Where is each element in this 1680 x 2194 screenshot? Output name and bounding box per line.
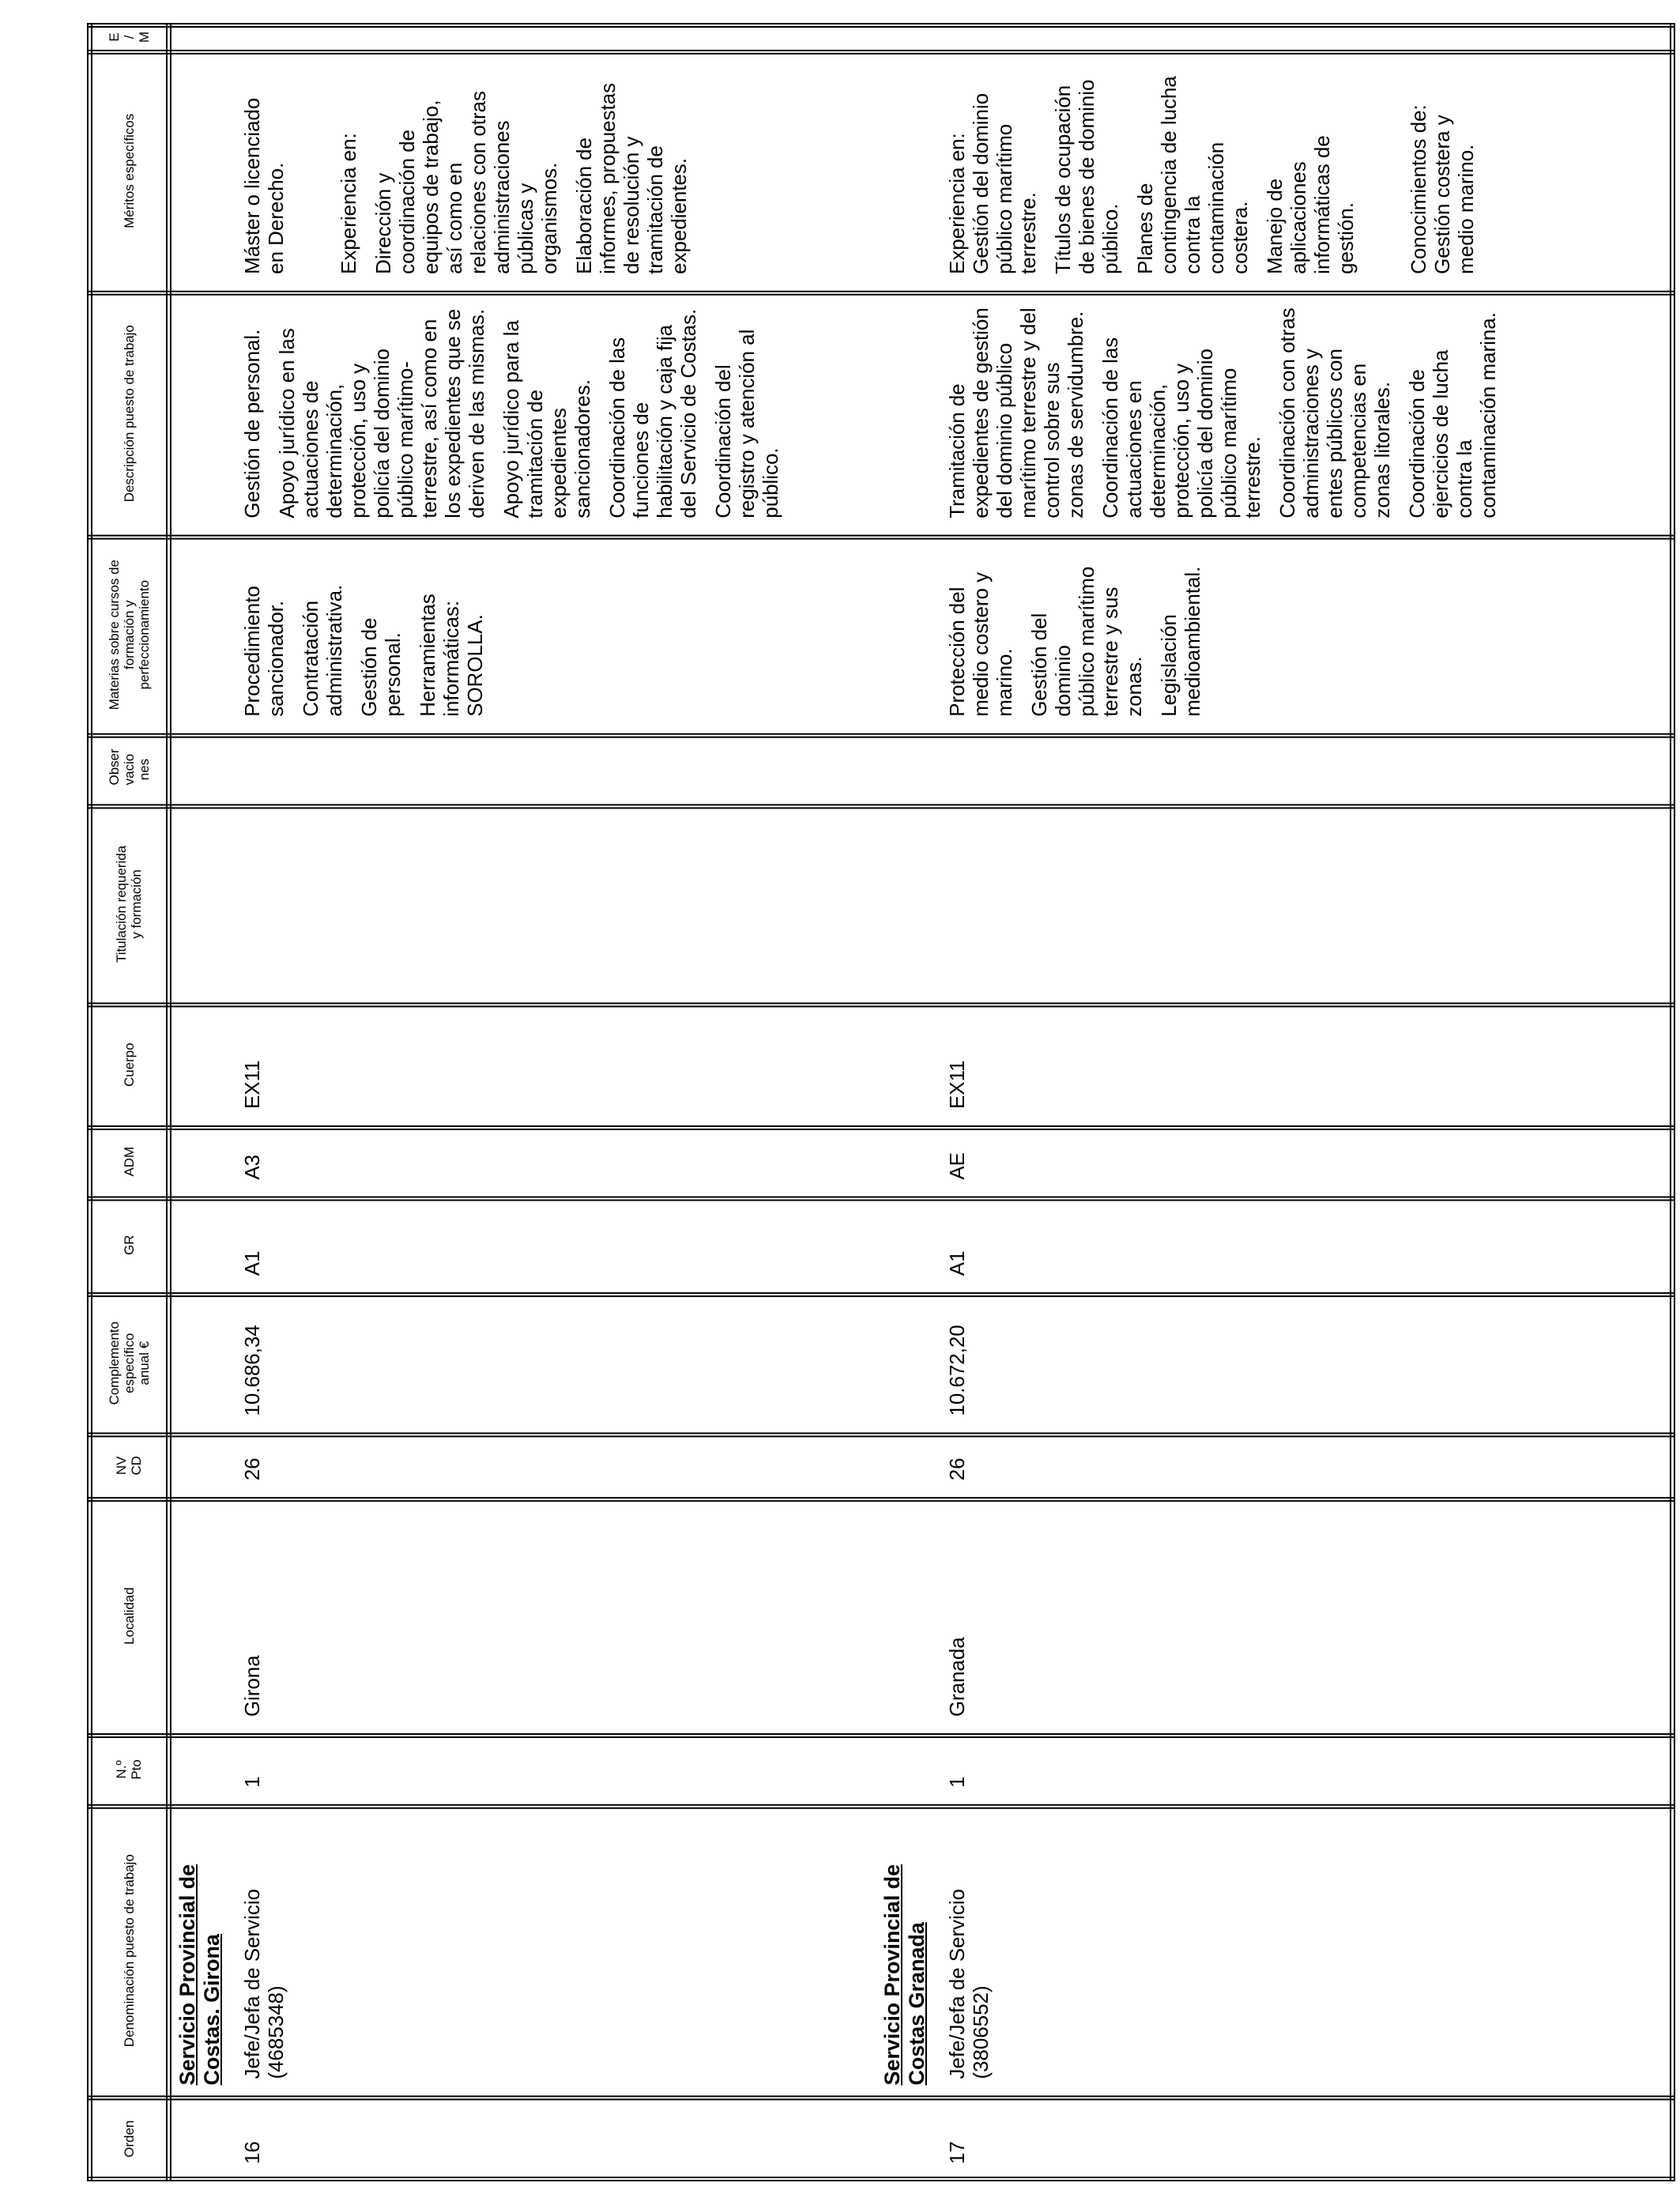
header-descripcion: Descripción puesto de trabajo [121, 325, 137, 503]
table-bottom-border-inner [1674, 24, 1675, 2181]
header-cuerpo: Cuerpo [121, 1042, 137, 1087]
text-block: Tramitación de expedientes de gestión del dominio público marítimo terrestre y del control sobre sus zonas de servidumbre. [945, 307, 1087, 518]
header-em: E / M [106, 31, 152, 43]
text-block: Gestión de personal. [357, 617, 405, 717]
text-block: Apoyo jurídico para la tramitación de expedientes sancionadores. [499, 320, 594, 518]
header-bottom-border-inner [170, 24, 171, 2181]
column-separator [87, 733, 1675, 735]
gr-value: A1 [240, 1250, 264, 1276]
descripcion-value [945, 295, 1511, 518]
column-separator [87, 26, 1675, 28]
complemento-value: 10.686,34 [240, 1325, 264, 1416]
adm-value: A3 [240, 1154, 264, 1180]
num-pto-value: 1 [240, 1776, 264, 1788]
header-materias: Materias sobre cursos de formación y perfeccionamiento [106, 560, 152, 711]
column-separator [87, 1435, 1675, 1437]
descripcion-value [240, 295, 793, 518]
meritos-value [240, 54, 702, 274]
column-separator [87, 2098, 1675, 2100]
text-block: Elaboración de informes, propuestas de resolución y tramitación de expedientes. [572, 82, 691, 274]
text-block: Máster o licenciado en Derecho. [240, 97, 288, 274]
column-separator [87, 50, 1675, 51]
materias-value [240, 539, 498, 717]
cuerpo-value: EX11 [945, 1060, 969, 1109]
text-block: Apoyo jurídico en las actuaciones de determinación, protección, uso y policía del dominio público marítimo- terrestre, así como en los expedientes que se deriven de las mismas. [275, 308, 488, 518]
column-separator [87, 1197, 1675, 1198]
text-block: Procedimiento sancionador. [240, 586, 288, 717]
text-block: Manejo de aplicaciones informáticas de gestión. [1263, 135, 1358, 274]
meritos-value [945, 54, 1489, 274]
localidad-value: Granada [945, 1637, 969, 1717]
section-title: Servicio Provincial de Costas Granada [880, 1864, 929, 2086]
text-block: Conocimientos de: Gestión costera y medio marino. [1407, 104, 1478, 274]
orden-value: 17 [945, 2141, 969, 2165]
text-block: Títulos de ocupación de bienes de dominio público. [1051, 79, 1122, 274]
denominacion-value: Jefe/Jefa de Servicio (4685348) [240, 1888, 288, 2079]
header-nv-cd: NV CD [114, 1456, 144, 1476]
section-title: Servicio Provincial de Costas. Girona [175, 1864, 224, 2086]
header-meritos: Méritos específicos [121, 113, 137, 228]
text-block: Herramientas informáticas: SOROLLA. [416, 594, 487, 717]
table-top-border-inner [91, 24, 92, 2181]
text-block: Gestión del dominio público marítimo terrestre y sus zonas. [1027, 566, 1146, 717]
localidad-value: Girona [240, 1655, 264, 1717]
column-separator [87, 291, 1675, 292]
header-adm: ADM [121, 1146, 137, 1177]
text-block: Coordinación del registro y atención al público. [711, 329, 782, 518]
rotated-table [87, 24, 1675, 2181]
orden-value: 16 [240, 2141, 264, 2165]
column-separator [87, 1200, 1675, 1201]
header-bottom-border [166, 24, 168, 2181]
table-outer-border [87, 2180, 1675, 2181]
column-separator [87, 737, 1675, 738]
header-observaciones: Obser vacio nes [106, 748, 152, 786]
header-localidad: Localidad [121, 1587, 137, 1645]
column-separator [87, 1733, 1675, 1735]
column-separator [87, 23, 1675, 25]
text-block: Legislación medioambiental. [1157, 566, 1204, 717]
table-outer-border [87, 2177, 1675, 2178]
gr-value: A1 [945, 1250, 969, 1276]
text-block: Coordinación de las actuaciones en determinación, protección, uso y policía del dominio público marítimo terrestre. [1098, 337, 1264, 518]
adm-value: AE [945, 1152, 969, 1180]
text-block: Planes de contingencia de lucha contra la contaminación costera. [1133, 76, 1252, 274]
nv-cd-value: 26 [240, 1457, 264, 1481]
column-separator [87, 1002, 1675, 1004]
text-block: Experiencia en: [337, 133, 360, 274]
column-separator [87, 804, 1675, 805]
text-block [299, 54, 326, 274]
column-separator [87, 1736, 1675, 1738]
header-denominacion: Denominación puesto de trabajo [121, 1854, 137, 2048]
header-orden: Orden [121, 2120, 137, 2158]
text-block: Contratación administrativa. [299, 584, 346, 717]
header-num-pto: N.º Pto [114, 1759, 144, 1780]
header-complemento: Complemento específico anual € [106, 1321, 152, 1405]
materias-value [945, 539, 1215, 717]
text-block: Dirección y coordinación de equipos de trabajo, así como en relaciones con otras administraciones públicas y organismos. [371, 91, 561, 274]
column-separator [87, 807, 1675, 809]
text-block: Coordinación de ejercicios de lucha contra la contaminación marina. [1405, 312, 1500, 518]
header-gr: GR [121, 1235, 137, 1256]
text-block: Coordinación de las funciones de habilitación y caja fija del Servicio de Costas. [605, 308, 700, 518]
column-separator [87, 1292, 1675, 1294]
complemento-value: 10.672,20 [945, 1325, 969, 1416]
column-separator [87, 1125, 1675, 1127]
column-separator [87, 1295, 1675, 1297]
num-pto-value: 1 [945, 1776, 969, 1788]
table-bottom-border [1670, 24, 1671, 2181]
nv-cd-value: 26 [945, 1457, 969, 1481]
text-block: Coordinación con otras administraciones y entes públicos con competencias en zonas litorales. [1275, 307, 1394, 518]
column-separator [87, 1497, 1675, 1498]
text-block: Gestión de personal. [240, 329, 264, 518]
text-block: Protección del medio costero y marino. [945, 571, 1016, 717]
text-block: Experiencia en: Gestión del dominio público marítimo terrestre. [945, 92, 1040, 274]
column-separator [87, 1432, 1675, 1434]
column-separator [87, 1005, 1675, 1007]
table-top-border [87, 24, 89, 2181]
header-titulacion: Titulación requerida y formación [114, 845, 144, 963]
column-separator [87, 1129, 1675, 1130]
text-block [1369, 54, 1396, 274]
column-separator [87, 1500, 1675, 1502]
cuerpo-value: EX11 [240, 1060, 264, 1109]
denominacion-value: Jefe/Jefa de Servicio (3806552) [945, 1888, 993, 2079]
column-separator [87, 535, 1675, 537]
column-separator [87, 2095, 1675, 2097]
